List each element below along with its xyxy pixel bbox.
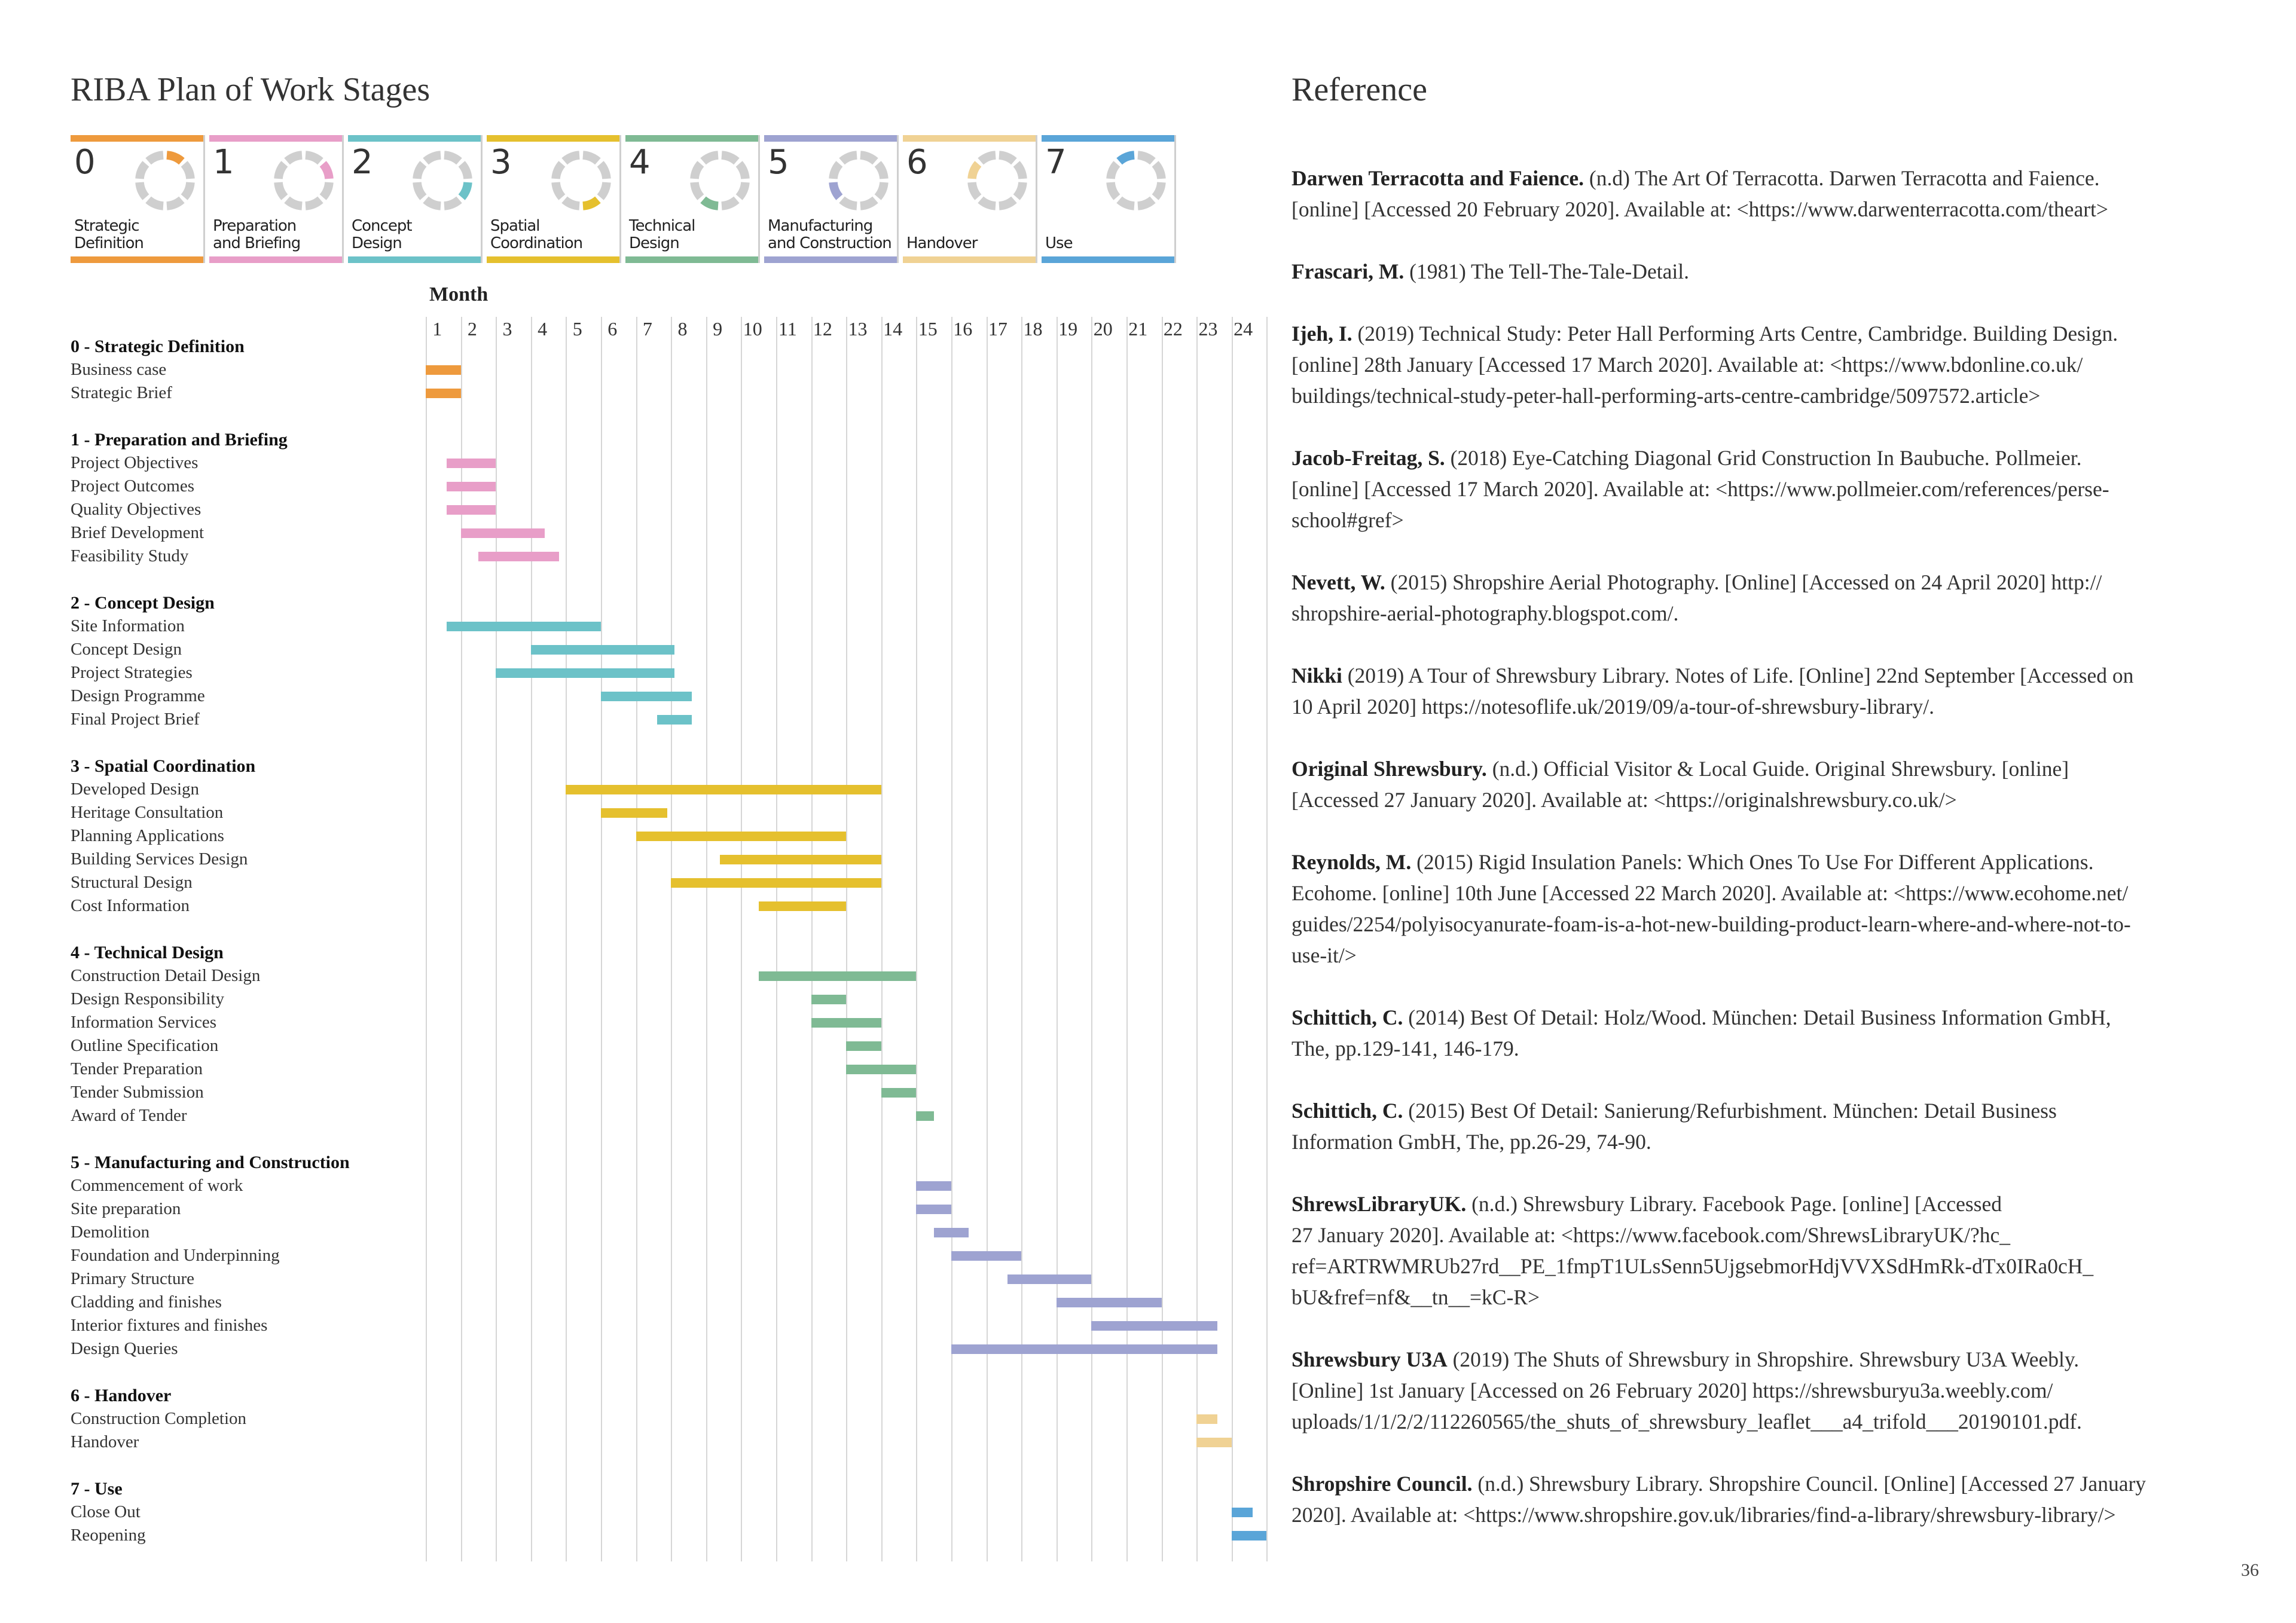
reference-entry [1292, 1002, 2248, 1064]
task-bar [1196, 1438, 1232, 1447]
task-bar [916, 1205, 951, 1214]
task-label: Reopening [71, 1526, 146, 1545]
reference-entry [1292, 1344, 2248, 1437]
month-tick-label: 3 [502, 318, 512, 340]
month-grid-line [741, 317, 742, 1561]
stage-number: 6 [906, 143, 928, 182]
month-grid-line [1266, 317, 1268, 1561]
stage-group-heading: 6 - Handover [71, 1386, 172, 1405]
stage-group-heading: 4 - Technical Design [71, 943, 224, 962]
stage-name: Concept Design [352, 217, 412, 252]
task-bar [447, 482, 496, 491]
stage-name: Preparation and Briefing [213, 217, 301, 252]
stage-number: 1 [213, 143, 234, 182]
task-label: Business case [71, 360, 167, 379]
stage-name: Spatial Coordination [490, 217, 583, 252]
stage-group-heading: 7 - Use [71, 1479, 123, 1499]
reference-author: Shrewsbury U3A [1292, 1347, 1448, 1371]
task-bar [1007, 1274, 1092, 1284]
task-bar [759, 901, 847, 911]
month-tick-label: 13 [848, 318, 868, 340]
reference-entry [1292, 1188, 2248, 1313]
reference-entry [1292, 256, 2248, 287]
task-bar [636, 832, 847, 841]
task-bar [811, 1018, 881, 1028]
reference-author: Schittich, C. [1292, 1005, 1403, 1029]
task-bar [1232, 1531, 1267, 1541]
reference-author: Nikki [1292, 664, 1342, 687]
month-grid-line [671, 317, 672, 1561]
month-grid-line [1091, 317, 1092, 1561]
task-bar [1057, 1298, 1162, 1307]
task-bar [447, 505, 496, 515]
reference-entry [1292, 318, 2248, 411]
reference-text: (n.d.) Shrewsbury Library. Shropshire Council. [Online] [Accessed 27 January 2020]. Available at: <https://www.shropshire.gov.uk/libraries/find-a-library/shrewsbury-library/> [1292, 1472, 2147, 1527]
month-tick-label: 2 [467, 318, 477, 340]
month-tick-label: 10 [743, 318, 762, 340]
month-grid-line [426, 317, 427, 1561]
month-tick-label: 5 [572, 318, 582, 340]
plan-of-work-title: RIBA Plan of Work Stages [71, 71, 430, 108]
task-label: Commencement of work [71, 1176, 243, 1195]
month-grid-line [811, 317, 813, 1561]
task-bar [951, 1344, 1217, 1354]
task-label: Heritage Consultation [71, 803, 224, 822]
task-label: Strategic Brief [71, 383, 172, 402]
month-grid-line [1232, 317, 1233, 1561]
month-grid-line [846, 317, 847, 1561]
reference-entry [1292, 753, 2248, 815]
month-tick-label: 21 [1128, 318, 1148, 340]
task-bar [478, 552, 559, 561]
stage-name: Technical Design [629, 217, 695, 252]
stage-number: 0 [74, 143, 96, 182]
month-grid-line [1162, 317, 1163, 1561]
month-tick-label: 16 [953, 318, 973, 340]
reference-entry [1292, 660, 2248, 722]
task-label: Project Objectives [71, 453, 199, 472]
task-bar [496, 668, 674, 678]
reference-author: Frascari, M. [1292, 259, 1405, 283]
stage-group-heading: 1 - Preparation and Briefing [71, 430, 288, 450]
month-grid-line [776, 317, 777, 1561]
month-tick-label: 1 [432, 318, 442, 340]
task-bar [846, 1041, 881, 1051]
task-bar [426, 389, 461, 398]
reference-author: Schittich, C. [1292, 1099, 1403, 1123]
task-label: Handover [71, 1432, 139, 1451]
task-label: Tender Preparation [71, 1059, 203, 1078]
task-label: Developed Design [71, 780, 200, 799]
reference-text: (n.d.) Official Visitor & Local Guide. Original Shrewsbury. [online] [Accessed 27 January 2020]. Available at: <https://originalshrewsbury.co.uk/> [1292, 757, 2069, 812]
month-grid-line [706, 317, 707, 1561]
page-number: 36 [2241, 1560, 2259, 1580]
task-bar [846, 1065, 916, 1074]
task-label: Building Services Design [71, 849, 248, 869]
reference-author: ShrewsLibraryUK. [1292, 1192, 1467, 1216]
task-label: Construction Completion [71, 1409, 247, 1428]
reference-entry [1292, 1095, 2248, 1157]
reference-text: (2018) Eye-Catching Diagonal Grid Construction In Baubuche. Pollmeier. [online] [Accessed 17 March 2020]. Available at: <https://www.pollmeier.com/references/perse- school#gref> [1292, 446, 2109, 532]
month-tick-label: 14 [883, 318, 903, 340]
month-grid-line [636, 317, 637, 1561]
month-grid-line [881, 317, 883, 1561]
reference-author: Reynolds, M. [1292, 850, 1412, 874]
month-tick-label: 22 [1163, 318, 1183, 340]
task-bar [916, 1181, 951, 1191]
task-label: Site Information [71, 616, 185, 635]
task-bar [566, 785, 881, 794]
reference-list [1292, 163, 2248, 1561]
reference-text: (2014) Best Of Detail: Holz/Wood. München: Detail Business Information GmbH, The, pp.129-141, 146-179. [1292, 1005, 2111, 1060]
task-label: Outline Specification [71, 1036, 219, 1055]
month-tick-label: 24 [1234, 318, 1253, 340]
task-bar [531, 645, 674, 655]
stage-number: 5 [768, 143, 789, 182]
stage-number: 7 [1045, 143, 1067, 182]
task-label: Close Out [71, 1502, 141, 1521]
reference-author: Original Shrewsbury. [1292, 757, 1487, 781]
task-label: Project Strategies [71, 663, 193, 682]
month-grid-line [531, 317, 532, 1561]
task-label: Design Responsibility [71, 989, 224, 1008]
month-tick-label: 15 [918, 318, 938, 340]
month-tick-label: 9 [713, 318, 723, 340]
month-tick-label: 23 [1198, 318, 1218, 340]
month-grid-line [1057, 317, 1058, 1561]
task-bar [1196, 1414, 1217, 1424]
reference-text: (2019) A Tour of Shrewsbury Library. Notes of Life. [Online] 22nd September [Accessed on 10 April 2020] https://notesoflife.uk/2019/09/a-tour-of-shrewsbury-library/. [1292, 664, 2134, 719]
reference-author: Nevett, W. [1292, 570, 1385, 594]
task-label: Information Services [71, 1013, 217, 1032]
reference-entry [1292, 567, 2248, 629]
task-bar [447, 459, 496, 468]
month-tick-label: 4 [538, 318, 548, 340]
task-bar [426, 365, 461, 375]
task-bar [447, 622, 601, 631]
reference-text: (n.d.) Shrewsbury Library. Facebook Page. [online] [Accessed 27 January 2020]. Available at: <https://www.facebook.com/ShrewsLibraryUK/?hc_ ref=ARTRWMRUb27rd__PE_1fmpT1ULsSenn5UjgsebmorHdjVVXSdHmRk-dTx0IRa0cH_ bU&fref=nf&__tn__=kC-R> [1292, 1192, 2094, 1309]
month-tick-label: 20 [1093, 318, 1113, 340]
task-bar [671, 878, 881, 888]
reference-author: Darwen Terracotta and Faience. [1292, 166, 1584, 190]
stage-name: Use [1045, 234, 1073, 252]
month-grid-line [601, 317, 602, 1561]
stage-group-heading: 3 - Spatial Coordination [71, 756, 256, 776]
reference-author: Jacob-Freitag, S. [1292, 446, 1445, 470]
reference-text: (2019) The Shuts of Shrewsbury in Shropshire. Shrewsbury U3A Weebly. [Online] 1st January [Accessed on 26 February 2020] https://shrewsburyu3a.weebly.com/ uploads/1/1/2/2/112260565/the_shuts_of_shrewsbury_leaflet___a4_trifold___20190101.pdf. [1292, 1347, 2082, 1434]
task-bar [811, 995, 847, 1004]
reference-author: Shropshire Council. [1292, 1472, 1473, 1496]
reference-title: Reference [1292, 71, 1427, 108]
task-bar [881, 1088, 917, 1098]
task-bar [1232, 1508, 1253, 1517]
month-header: Month [429, 283, 488, 305]
task-label: Award of Tender [71, 1106, 187, 1125]
reference-text: (2019) Technical Study: Peter Hall Performing Arts Centre, Cambridge. Building Design. [online] 28th January [Accessed 17 March 2020]. Available at: <https://www.bdonline.co.uk/ buildings/technical-study-peter-hall-performing-arts-centre-cambridge/5097572.article> [1292, 322, 2118, 408]
month-tick-label: 7 [642, 318, 652, 340]
month-grid-line [951, 317, 952, 1561]
reference-entry [1292, 1468, 2248, 1530]
task-label: Brief Development [71, 523, 204, 542]
month-tick-label: 11 [778, 318, 797, 340]
month-grid-line [987, 317, 988, 1561]
month-grid-line [566, 317, 567, 1561]
task-bar [657, 715, 692, 725]
task-label: Feasibility Study [71, 546, 189, 566]
stage-name: Manufacturing and Construction [768, 217, 891, 252]
reference-text: (1981) The Tell-The-Tale-Detail. [1404, 259, 1689, 283]
task-bar [1091, 1321, 1217, 1331]
month-grid-line [1021, 317, 1022, 1561]
stage-group-heading: 5 - Manufacturing and Construction [71, 1153, 350, 1172]
month-grid-line [461, 317, 462, 1561]
task-label: Concept Design [71, 640, 182, 659]
month-tick-label: 6 [607, 318, 618, 340]
stage-name: Handover [906, 234, 978, 252]
reference-text: (2015) Best Of Detail: Sanierung/Refurbishment. München: Detail Business Information GmbH, The, pp.26-29, 74-90. [1292, 1099, 2057, 1154]
task-label: Site preparation [71, 1199, 181, 1218]
task-bar [601, 808, 667, 818]
task-bar [759, 971, 917, 981]
task-label: Quality Objectives [71, 500, 201, 519]
task-label: Cladding and finishes [71, 1292, 222, 1312]
month-tick-label: 17 [988, 318, 1007, 340]
task-label: Final Project Brief [71, 710, 200, 729]
task-label: Foundation and Underpinning [71, 1246, 280, 1265]
reference-text: (n.d) The Art Of Terracotta. Darwen Terracotta and Faience. [online] [Accessed 20 February 2020]. Available at: <https://www.darwenterracotta.com/theart> [1292, 166, 2108, 221]
month-tick-label: 19 [1058, 318, 1078, 340]
task-label: Construction Detail Design [71, 966, 261, 985]
stage-number: 4 [629, 143, 651, 182]
reference-text: (2015) Rigid Insulation Panels: Which Ones To Use For Different Applications. Ecohome. [online] 10th June [Accessed 22 March 2020]. Available at: <https://www.ecohome.net/ guides/2254/polyisocyanurate-foam-is-a-hot-new-building-product-learn-where-and-where-not-to- use-it/> [1292, 850, 2131, 967]
month-tick-label: 18 [1023, 318, 1043, 340]
stage-number: 3 [490, 143, 512, 182]
task-label: Cost Information [71, 896, 190, 915]
stage-group-heading: 2 - Concept Design [71, 593, 215, 613]
reference-text: (2015) Shropshire Aerial Photography. [Online] [Accessed on 24 April 2020] http:// shropshire-aerial-photography.blogspot.com/. [1292, 570, 2102, 625]
task-bar [934, 1228, 969, 1237]
month-tick-label: 12 [813, 318, 832, 340]
task-label: Design Queries [71, 1339, 178, 1358]
reference-entry [1292, 163, 2248, 225]
month-grid-line [1196, 317, 1198, 1561]
task-label: Project Outcomes [71, 476, 194, 496]
stage-group-heading: 0 - Strategic Definition [71, 337, 245, 356]
task-bar [461, 528, 545, 538]
reference-author: Ijeh, I. [1292, 322, 1352, 346]
task-bar [951, 1251, 1021, 1261]
task-label: Tender Submission [71, 1083, 204, 1102]
task-label: Demolition [71, 1222, 150, 1242]
month-tick-label: 8 [677, 318, 688, 340]
stage-number: 2 [352, 143, 373, 182]
reference-entry [1292, 442, 2248, 536]
month-grid-line [496, 317, 497, 1561]
task-label: Primary Structure [71, 1269, 194, 1288]
task-label: Interior fixtures and finishes [71, 1316, 268, 1335]
stage-name: Strategic Definition [74, 217, 144, 252]
month-grid-line [1126, 317, 1128, 1561]
task-bar [601, 692, 692, 701]
task-bar [720, 855, 881, 864]
task-label: Planning Applications [71, 826, 224, 845]
reference-entry [1292, 846, 2248, 971]
task-label: Design Programme [71, 686, 205, 705]
task-label: Structural Design [71, 873, 193, 892]
month-grid-line [916, 317, 917, 1561]
task-bar [916, 1111, 933, 1121]
